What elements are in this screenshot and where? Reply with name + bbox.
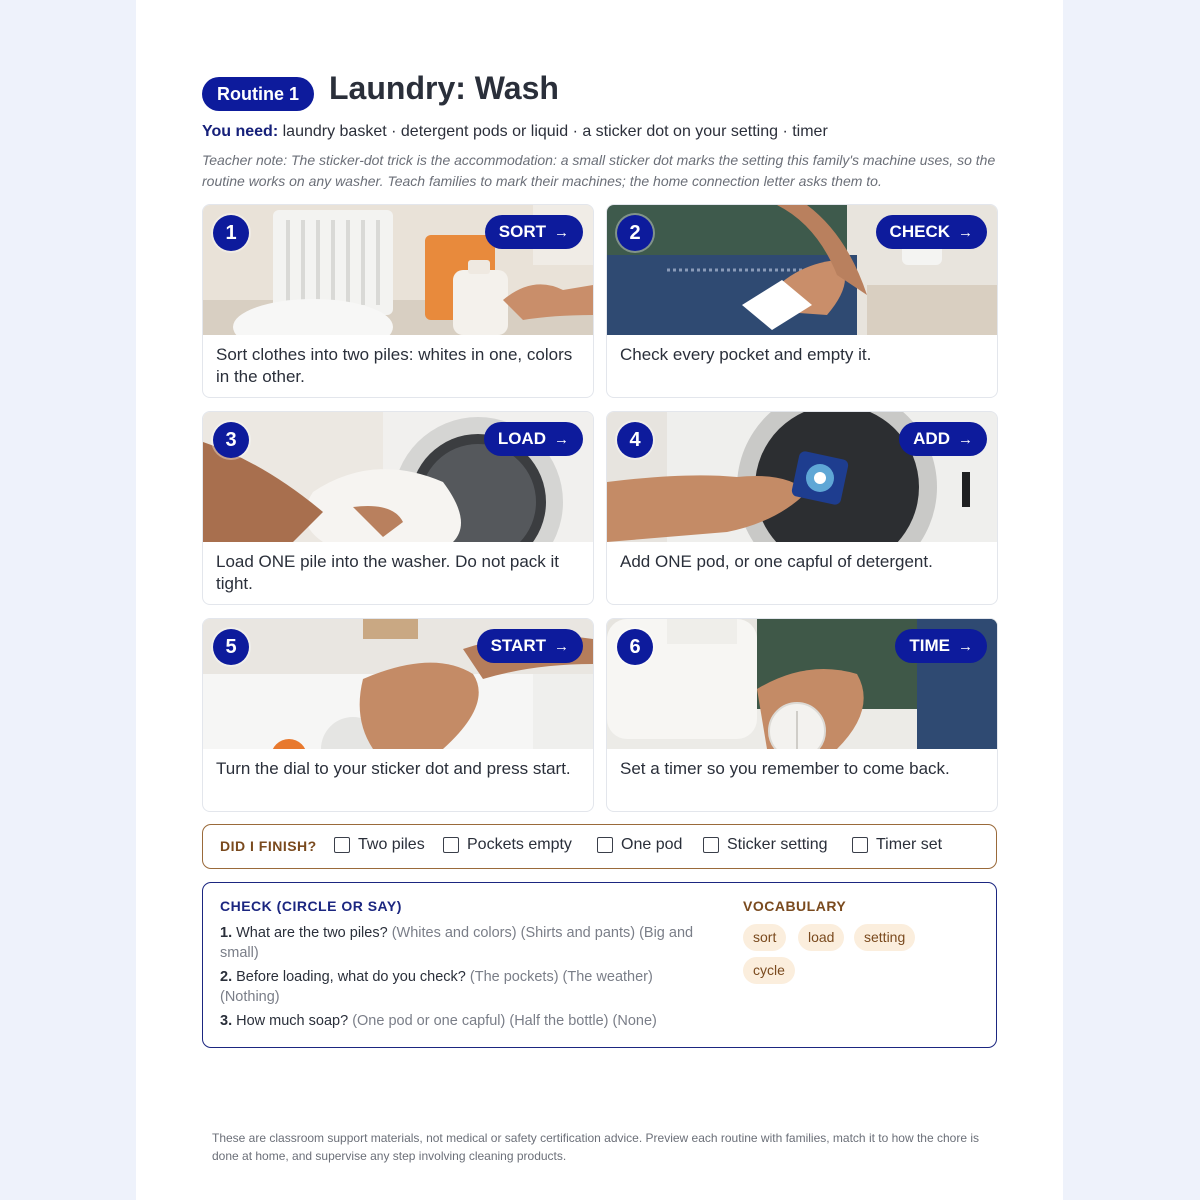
teacher-note: Teacher note: The sticker-dot trick is the accommodation: a small sticker dot marks the setting this family's machine uses, so the routine works on any washer. Teach families to mark their machines; the home connection letter asks them to. — [202, 152, 996, 189]
action-pill-start — [477, 629, 583, 663]
question-2 — [220, 967, 710, 1007]
arrow-icon: → — [958, 638, 973, 655]
action-pill-time — [895, 629, 987, 663]
step-card-5 — [202, 618, 594, 812]
routine-badge: Routine 1 — [202, 77, 314, 111]
checklist-item[interactable] — [443, 836, 572, 856]
arrow-icon: → — [958, 224, 973, 241]
step-number-badge: 3 — [213, 422, 249, 458]
question-3 — [220, 1011, 710, 1031]
step-card-4 — [606, 411, 998, 605]
check-title: CHECK (CIRCLE OR SAY) — [220, 898, 402, 914]
question-number: 1. — [220, 925, 233, 941]
action-pill-check — [876, 215, 987, 249]
vocab-chip: sort — [743, 924, 786, 951]
step-instruction: Load ONE pile into the washer. Do not pack it tight. — [216, 552, 560, 593]
materials-line — [202, 123, 828, 141]
step-instruction: Sort clothes into two piles: whites in one, colors in the other. — [216, 345, 573, 386]
answer-options[interactable]: (The pockets) (The weather) (Nothing) — [220, 969, 653, 1005]
step-number-badge: 1 — [213, 215, 249, 251]
checklist-item[interactable] — [703, 836, 827, 856]
checklist-label: Sticker setting — [727, 836, 828, 853]
finish-checklist — [202, 824, 997, 869]
materials-list: laundry basket · detergent pods or liquid · a sticker dot on your setting · timer — [282, 123, 828, 140]
checklist-label: Pockets empty — [467, 836, 572, 853]
step-card-6 — [606, 618, 998, 812]
action-pill-sort — [485, 215, 583, 249]
arrow-icon: → — [554, 431, 569, 448]
checklist-label: Two piles — [358, 836, 425, 853]
arrow-icon: → — [958, 431, 973, 448]
action-label: LOAD — [497, 429, 546, 448]
question-1 — [220, 923, 710, 963]
step-instruction: Set a timer so you remember to come back. — [620, 759, 950, 778]
step-instruction: Turn the dial to your sticker dot and press start. — [216, 759, 571, 778]
answer-options[interactable]: (One pod or one capful) (Half the bottle) (None) — [352, 1013, 657, 1029]
action-label: SORT — [498, 222, 546, 241]
arrow-icon: → — [554, 224, 569, 241]
answer-options[interactable]: (Whites and colors) (Shirts and pants) (Big and small) — [220, 925, 694, 961]
question-text: What are the two piles? — [236, 925, 388, 941]
action-label: ADD — [913, 429, 950, 448]
action-pill-add — [899, 422, 987, 456]
comprehension-check — [202, 882, 997, 1048]
checkbox[interactable] — [703, 837, 719, 853]
action-pill-load — [484, 422, 583, 456]
checkbox[interactable] — [597, 837, 613, 853]
question-text: How much soap? — [236, 1013, 349, 1029]
checkbox[interactable] — [334, 837, 350, 853]
step-number-badge: 2 — [617, 215, 653, 251]
question-number: 3. — [220, 1013, 233, 1029]
page-title: Laundry: Wash — [329, 70, 559, 106]
vocab-chip: load — [798, 924, 844, 951]
action-label: START — [490, 636, 546, 655]
worksheet-page — [136, 0, 1063, 1200]
checklist-label: Timer set — [876, 836, 943, 853]
checklist-label: One pod — [621, 836, 683, 853]
step-card-1 — [202, 204, 594, 398]
checklist-item[interactable] — [334, 836, 425, 856]
question-text: Before loading, what do you check? — [236, 969, 466, 985]
action-label: TIME — [909, 636, 950, 655]
step-instruction: Check every pocket and empty it. — [620, 345, 872, 364]
action-label: CHECK — [889, 222, 950, 241]
footer-disclaimer: These are classroom support materials, not medical or safety certification advice. Preview each routine with families, match it to how the chore is done at home, and supervise any step involving cleaning products. — [212, 1131, 979, 1163]
checkbox[interactable] — [852, 837, 868, 853]
arrow-icon: → — [554, 638, 569, 655]
step-card-2 — [606, 204, 998, 398]
checkbox[interactable] — [443, 837, 459, 853]
finish-label: DID I FINISH? — [220, 838, 317, 854]
materials-label: You need: — [202, 123, 279, 140]
vocab-chip: cycle — [743, 957, 795, 984]
step-number-badge: 5 — [213, 629, 249, 665]
step-number-badge: 4 — [617, 422, 653, 458]
step-instruction: Add ONE pod, or one capful of detergent. — [620, 552, 933, 571]
vocab-chip: setting — [854, 924, 915, 951]
checklist-item[interactable] — [852, 836, 942, 856]
checklist-item[interactable] — [597, 836, 682, 856]
question-number: 2. — [220, 969, 233, 985]
step-card-3 — [202, 411, 594, 605]
vocabulary-title: VOCABULARY — [743, 898, 847, 914]
step-number-badge: 6 — [617, 629, 653, 665]
